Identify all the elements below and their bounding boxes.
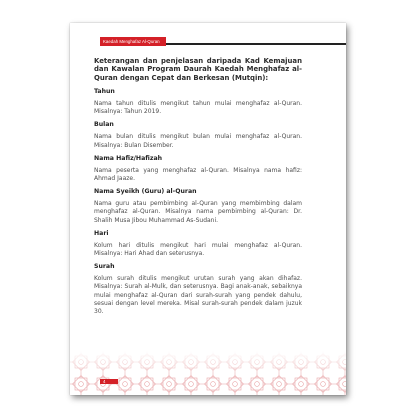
section-heading-hari: Hari [94,229,109,237]
section-text-hari: Kolum hari ditulis mengikut hari mulai menghafaz al-Quran. Misalnya: Hari Ahad dan seterusnya. [94,241,302,257]
section-text-nama-hafiz: Nama peserta yang menghafaz al-Quran. Misalnya nama hafiz: Ahmad Jaaze. [94,166,302,182]
section-heading-nama-hafiz: Nama Hafiz/Hafizah [94,154,163,162]
document-page [70,23,346,395]
intro-heading: Keterangan dan penjelasan daripada Kad Kemajuan dan Kawalan Program Daurah Kaedah Menghafaz al-Quran dengan Cepat dan Berkesan (Mutqin): [94,57,302,82]
header-title: Kaedah Menghafaz Al-Quran [103,39,160,44]
section-text-tahun: Nama tahun ditulis mengikut tahun mulai menghafaz al-Quran. Misalnya: Tahun 2019. [94,99,302,116]
islamic-geometric-pattern [70,351,346,395]
section-heading-tahun: Tahun [94,87,115,95]
section-text-surah: Kolum surah ditulis mengikut urutan surah yang akan dihafaz. Misalnya: Surah al-Mulk, dan seterusnya. Bagi anak-anak, sebaiknya mulai menghafaz al-Quran dari surah-surah yang pendek dahulu, sesuai dengan level mereka. Misal surah-surah pendek dalam juzuk 30. [94,275,302,315]
section-text-nama-syeikh: Nama guru atau pembimbing al-Quran yang membimbing dalam menghafaz al-Quran. Misalnya nama pembimbing al-Quran: Dr. Shalih Musa Jibou Muhammad As-Sudani. [94,200,302,224]
section-heading-bulan: Bulan [94,121,114,129]
page-number: 4 [103,379,106,384]
header-rule [166,43,346,45]
section-text-bulan: Nama bulan ditulis mengikut bulan mulai menghafaz al-Quran. Misalnya: Bulan Disember. [94,133,302,149]
section-heading-surah: Surah [94,263,115,271]
section-heading-nama-syeikh: Nama Syeikh (Guru) al-Quran [94,188,197,196]
page-content [94,57,302,321]
